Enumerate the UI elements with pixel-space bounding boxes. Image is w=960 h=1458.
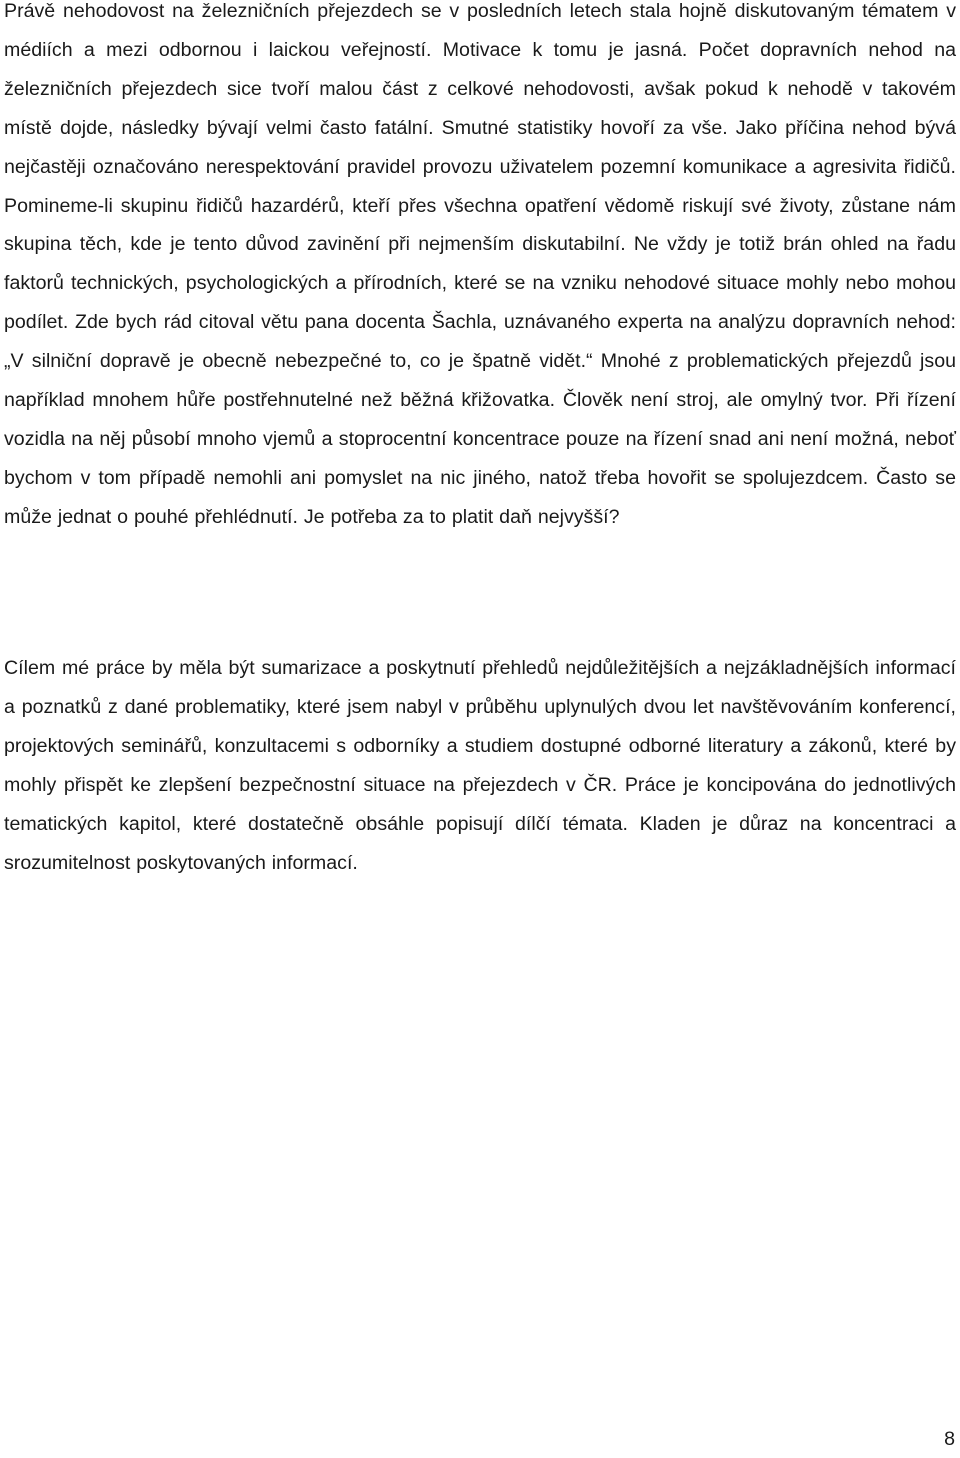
body-paragraph-1: Právě nehodovost na železničních přejezdech se v posledních letech stala hojně diskutovaným tématem v médiích a mezi odbornou i laickou veřejností. Motivace k tomu je jasná. Počet dopravních nehod na železničních přejezdech sice tvoří malou část z celkové nehodovosti, avšak pokud k nehodě v takovém místě dojde, následky bývají velmi často fatální. Smutné statistiky hovoří za vše. Jako příčina nehod bývá nejčastěji označováno nerespektování pravidel provozu uživatelem pozemní komunikace a agresivita řidičů. Pomineme-li skupinu řidičů hazardérů, kteří přes všechna opatření vědomě riskují své životy, zůstane nám skupina těch, kde je tento důvod zavinění při nejmenším diskutabilní. Ne vždy je totiž brán ohled na řadu faktorů technických, psychologických a přírodních, které se na vzniku nehodové situace mohly nebo mohou podílet. Zde bych rád citoval větu pana docenta Šachla, uznávaného experta na analýzu dopravních nehod: „V silniční dopravě je obecně nebezpečné to, co je špatně vidět.“ Mnohé z problematických přejezdů jsou například mnohem hůře postřehnutelné než běžná křižovatka. Člověk není stroj, ale omylný tvor. Při řízení vozidla na něj působí mnoho vjemů a stoprocentní koncentrace pouze na řízení snad ani není možná, neboť bychom v tom případě nemohli ani pomyslet na nic jiného, natož třeba hovořit se spolujezdcem. Často se může jednat o pouhé přehlédnutí. Je potřeba za to platit daň nejvyšší? — [4, 0, 956, 528]
body-paragraph-2: Cílem mé práce by měla být sumarizace a poskytnutí přehledů nejdůležitějších a nejzákladnějších informací a poznatků z dané problematiky, které jsem nabyl v průběhu uplynulých dvou let navštěvováním konferencí, projektových seminářů, konzultacemi s odborníky a studiem dostupné odborné literatury a zákonů, které by mohly přispět ke zlepšení bezpečnostní situace na přejezdech v ČR. Práce je koncipována do jednotlivých tematických kapitol, které dostatečně obsáhle popisují dílčí témata. Kladen je důraz na koncentraci a srozumitelnost poskytovaných informací. — [4, 657, 956, 874]
page-number: 8 — [944, 1428, 955, 1450]
